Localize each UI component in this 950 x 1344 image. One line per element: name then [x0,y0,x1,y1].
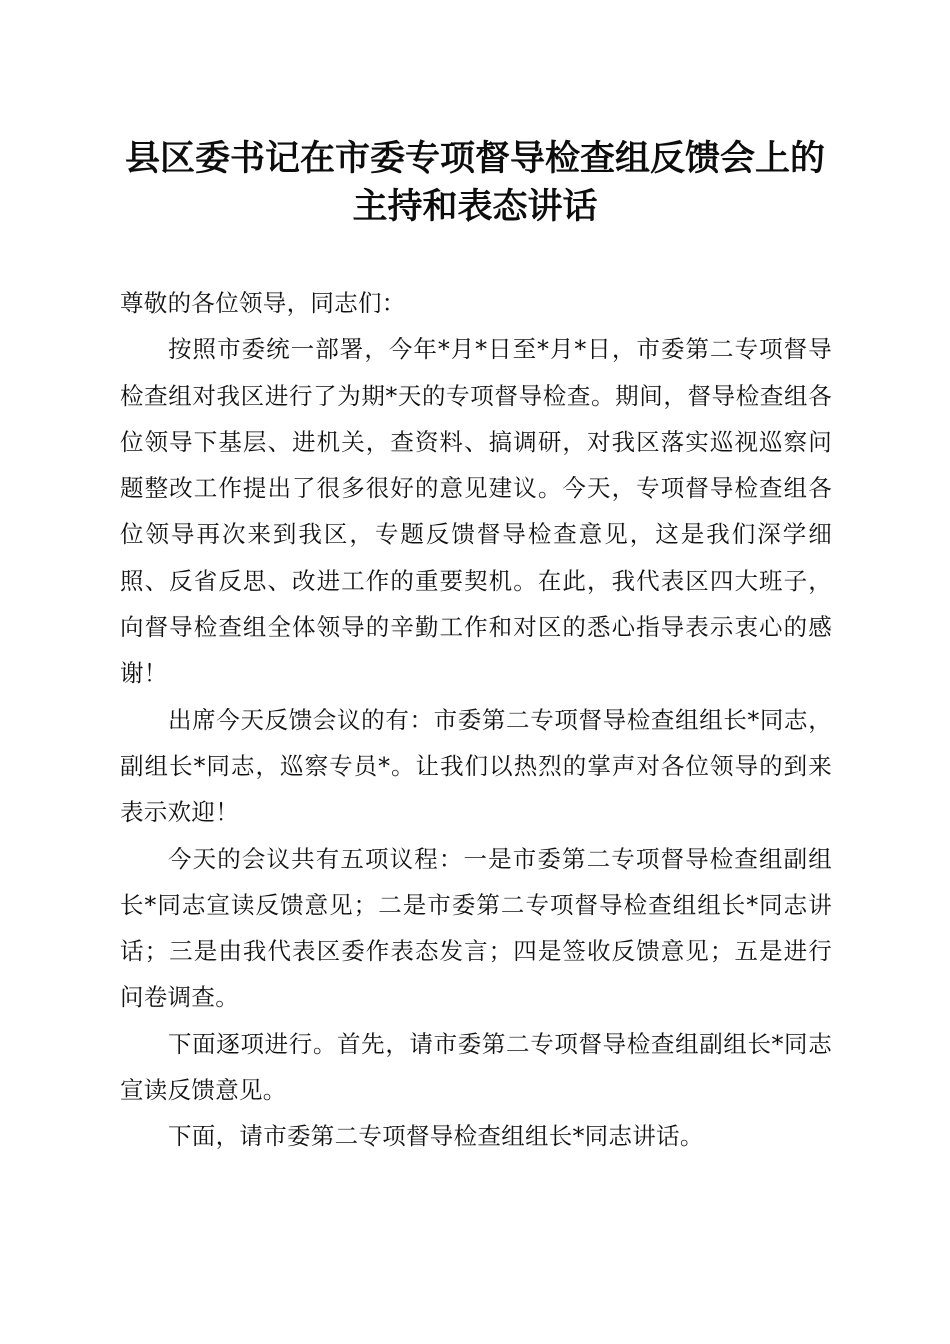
document-title-line-1: 县区委书记在市委专项督导检查组反馈会上的 [124,139,825,179]
document-title-line-2: 主持和表态讲话 [352,187,598,227]
paragraph-1: 按照市委统一部署，今年*月*日至*月*日，市委第二专项督导检查组对我区进行了为期*天的专项督导检查。期间，督导检查组各位领导下基层、进机关，查资料、搞调研，对我区落实巡视巡察问题整改工作提出了很多很好的意见建议。今天，专项督导检查组各位领导再次来到我区，专题反馈督导检查意见，这是我们深学细照、反省反思、改进工作的重要契机。在此，我代表区四大班子，向督导检查组全体领导的辛勤工作和对区的悉心指导表示衷心的感谢！ [120,335,832,688]
paragraph-5: 下面，请市委第二专项督导检查组组长*同志讲话。 [168,1122,704,1151]
salutation: 尊敬的各位领导，同志们： [120,289,406,317]
paragraph-3: 今天的会议共有五项议程：一是市委第二专项督导检查组副组长*同志宣读反馈意见；二是市委第二专项督导检查组组长*同志讲话；三是由我代表区委作表态发言；四是签收反馈意见；五是进行问卷调查。 [120,844,832,1012]
paragraph-2: 出席今天反馈会议的有：市委第二专项督导检查组组长*同志，副组长*同志，巡察专员*。让我们以热烈的掌声对各位领导的到来表示欢迎！ [120,705,832,827]
paragraph-4: 下面逐项进行。首先，请市委第二专项督导检查组副组长*同志宣读反馈意见。 [120,1029,832,1105]
document-body [120,280,832,1160]
